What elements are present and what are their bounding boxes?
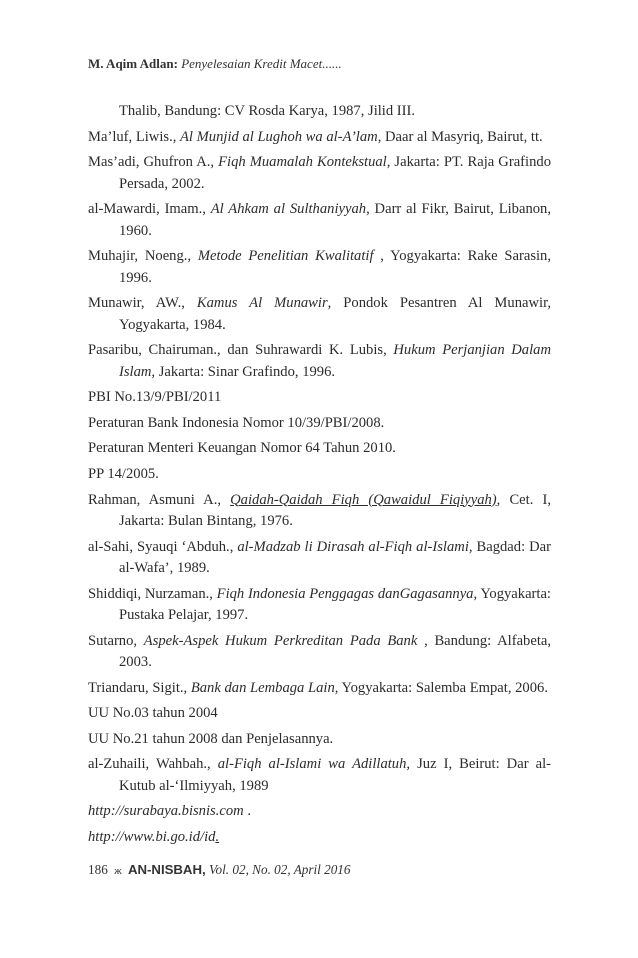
reference-title: Fiqh Indonesia Penggagas danGagasannya <box>216 585 474 602</box>
reference-entry <box>88 703 551 724</box>
reference-title: Hukum Perjanjian Dalam Islam, <box>119 342 551 380</box>
reference-title: Al Ahkam al Sulthaniyyah <box>210 201 367 218</box>
reference-text: Sutarno, <box>88 632 144 649</box>
running-head-author: M. Aqim Adlan: <box>88 56 178 71</box>
reference-title: Kamus Al Munawir <box>196 295 328 312</box>
reference-text: Pasaribu, Chairuman., dan Suhrawardi K. Lubis, <box>88 342 394 359</box>
reference-text: Peraturan Menteri Keuangan Nomor 64 Tahun 2010. <box>88 440 396 457</box>
reference-entry <box>88 490 551 533</box>
reference-text: Munawir, AW., <box>88 295 197 312</box>
reference-text: al-Zuhaili, Wahbah., <box>88 756 218 773</box>
reference-text: Thalib, Bandung: CV Rosda Karya, 1987, Jilid III. <box>119 103 416 119</box>
reference-entry <box>88 584 551 627</box>
reference-text: . <box>243 803 251 820</box>
reference-text: UU No.21 tahun 2008 dan Penjelasannya. <box>88 730 334 747</box>
reference-entry <box>88 340 551 383</box>
reference-entry <box>88 729 551 750</box>
reference-title: Al Munjid al Lughoh wa al-A’lam <box>180 128 378 145</box>
reference-text: Triandaru, Sigit., <box>88 679 191 696</box>
journal-name: AN-NISBAH, <box>127 862 206 877</box>
reference-text: , Yogyakarta: Salemba Empat, 2006. <box>334 679 548 696</box>
reference-text: Peraturan Bank Indonesia Nomor 10/39/PBI/2008. <box>88 414 385 431</box>
reference-title: Fiqh Muamalah Kontekstual <box>218 154 387 171</box>
reference-entry <box>88 754 551 797</box>
reference-text: , Cet. I, Jakarta: Bulan Bintang, 1976. <box>119 491 552 529</box>
page-footer <box>88 862 351 878</box>
reference-entry <box>88 413 551 434</box>
reference-entry <box>88 801 551 822</box>
running-head <box>88 56 342 72</box>
footer-separator: ж <box>114 865 122 877</box>
reference-title: Qaidah-Qaidah Fiqh (Qawaidul Fiqiyyah) <box>230 491 497 508</box>
reference-text: , Jakarta: PT. Raja Grafindo Persada, 2002. <box>119 154 551 192</box>
reference-text: Shiddiqi, Nurzaman., <box>88 585 217 602</box>
reference-text: PP 14/2005. <box>88 465 159 482</box>
reference-text: , Daar al Masyriq, Bairut, tt. <box>377 128 543 145</box>
reference-entry <box>88 152 551 195</box>
reference-entry <box>88 438 551 459</box>
reference-title: . <box>215 828 220 845</box>
reference-entry <box>88 293 551 336</box>
reference-text: al-Sahi, Syauqi ‘Abduh., <box>88 538 238 555</box>
reference-text: Jakarta: Sinar Grafindo, 1996. <box>155 363 336 380</box>
reference-title: http://www.bi.go.id/id <box>88 828 216 845</box>
reference-text: , Bandung: Alfabeta, 2003. <box>119 632 551 670</box>
reference-text: , Yogyakarta: Rake Sarasin, 1996. <box>119 248 551 286</box>
reference-text: , Yogyakarta: Pustaka Pelajar, 1997. <box>119 585 551 623</box>
reference-entry <box>88 246 551 289</box>
reference-title: Aspek-Aspek Hukum Perkreditan Pada Bank <box>143 632 418 649</box>
page-number: 186 <box>88 862 108 877</box>
reference-entry <box>88 678 551 699</box>
reference-text: , Pondok Pesantren Al Munawir, Yogyakarta, 1984. <box>119 295 551 333</box>
journal-volume: Vol. 02, No. 02, April 2016 <box>208 862 351 877</box>
running-head-title: Penyelesaian Kredit Macet...... <box>181 56 342 71</box>
reference-text: UU No.03 tahun 2004 <box>88 705 218 722</box>
reference-text: al-Mawardi, Imam., <box>88 201 211 218</box>
reference-text: Bagdad: Dar al-Wafa’, 1989. <box>119 538 551 576</box>
reference-entry <box>88 827 551 848</box>
reference-entry <box>88 387 551 408</box>
reference-entry <box>88 101 551 122</box>
reference-entry <box>88 631 551 674</box>
reference-entry <box>88 537 551 580</box>
reference-text: Ma’luf, Liwis., <box>88 128 181 145</box>
reference-title: al-Madzab li Dirasah al-Fiqh al-Islami, <box>237 538 473 555</box>
reference-text: PBI No.13/9/PBI/2011 <box>88 389 222 406</box>
reference-text: Juz I, Beirut: Dar al-Kutub al-‘Ilmiyyah, 1989 <box>119 756 551 794</box>
reference-entry <box>88 127 551 148</box>
reference-entry <box>88 199 551 242</box>
reference-title: Metode Penelitian Kwalitatif <box>197 248 374 265</box>
reference-text: Muhajir, Noeng., <box>88 248 198 265</box>
reference-text: Mas’adi, Ghufron A., <box>88 154 219 171</box>
reference-entry <box>88 464 551 485</box>
reference-text: , Darr al Fikr, Bairut, Libanon, 1960. <box>119 201 551 239</box>
reference-text: Rahman, Asmuni A., <box>88 491 231 508</box>
reference-title: Bank dan Lembaga Lain <box>190 679 335 696</box>
reference-list <box>88 101 551 853</box>
reference-title: al-Fiqh al-Islami wa Adillatuh, <box>217 756 411 773</box>
reference-title: http://surabaya.bisnis.com <box>88 803 244 820</box>
